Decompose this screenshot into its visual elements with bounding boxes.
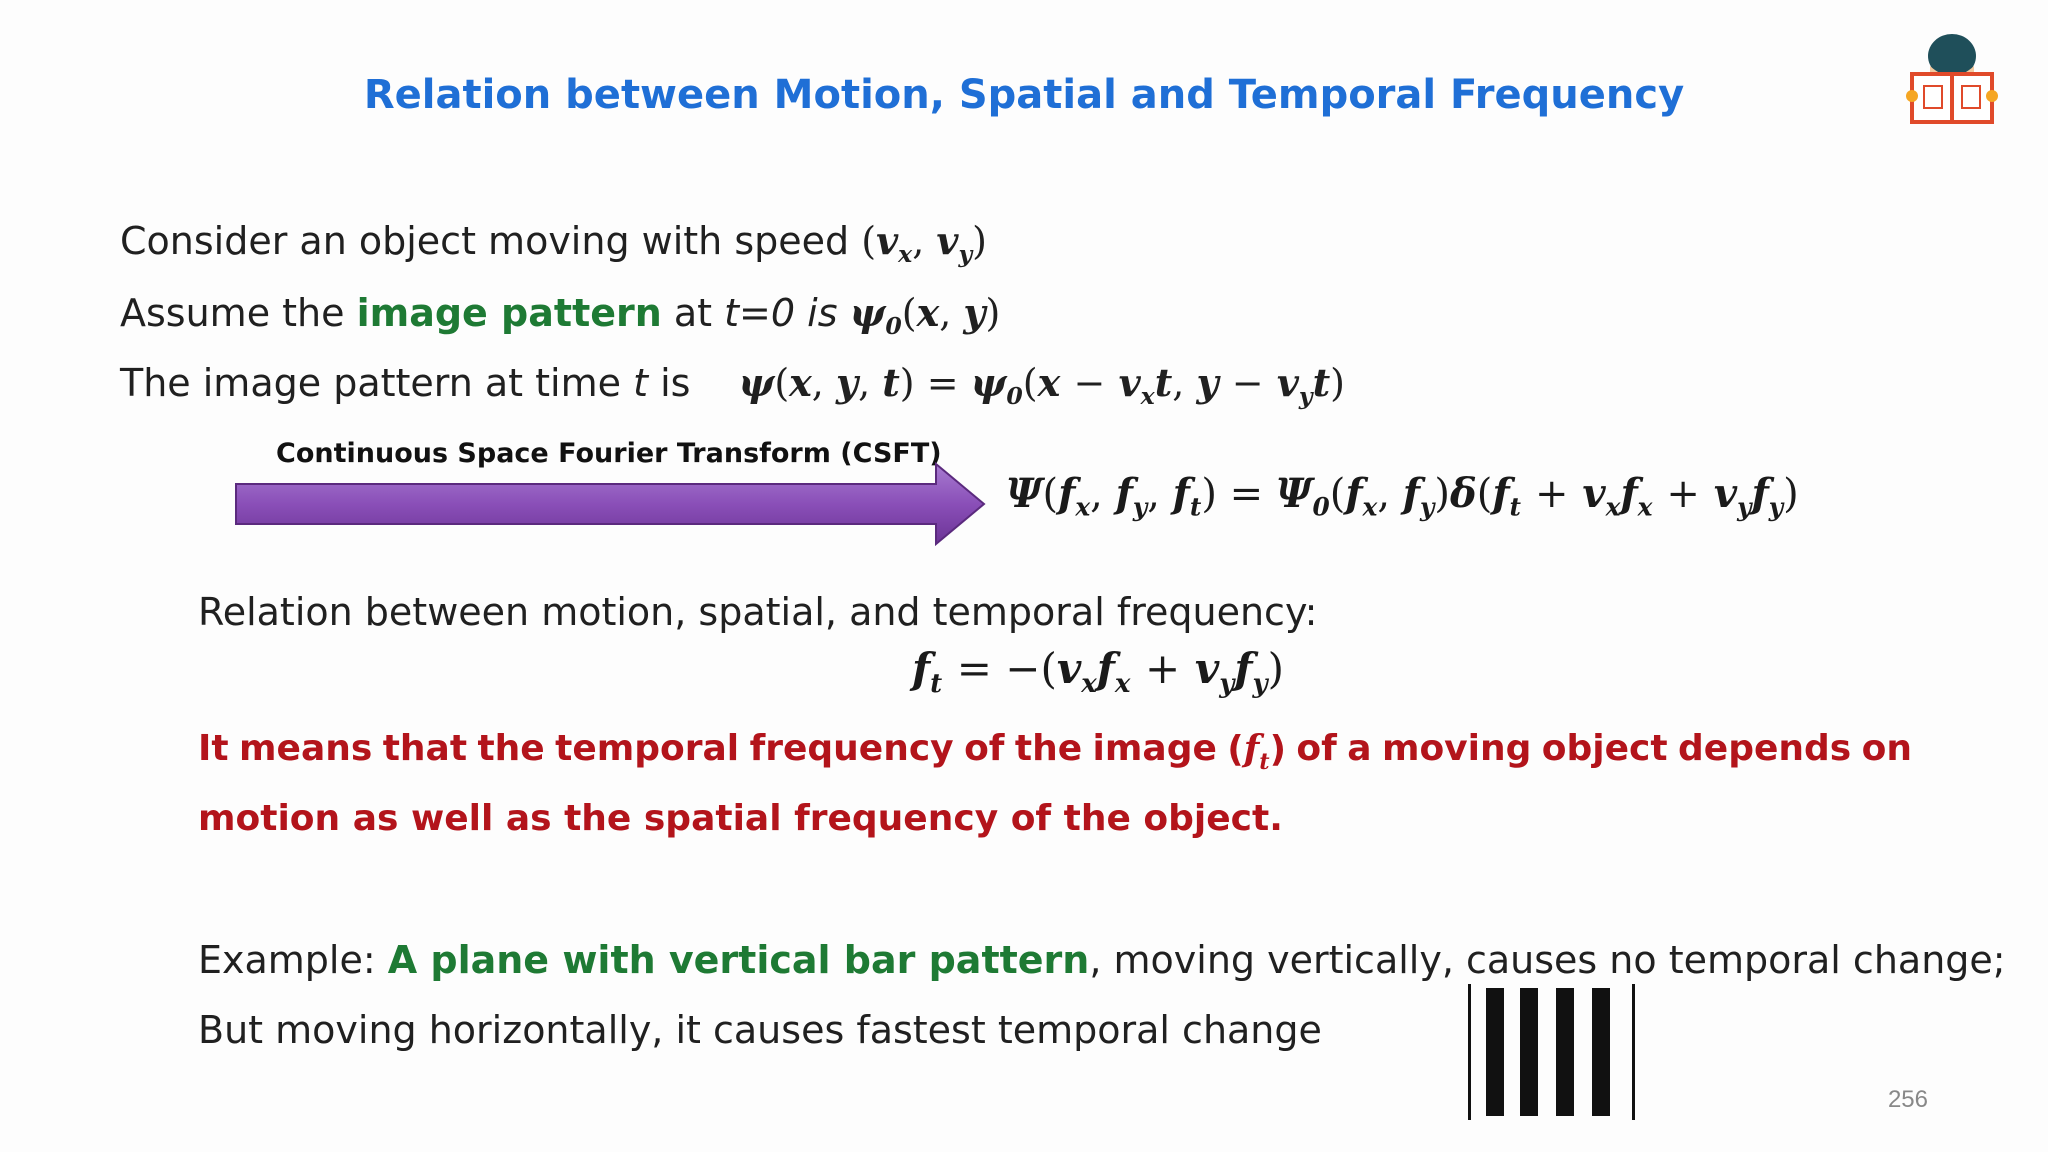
emphasis-word: depends — [1678, 728, 1852, 769]
psi-time-equation: ψ(x, y, $t) = \psi_0(x - v_xt$, $y - v_yt$) — [738, 360, 1345, 411]
emphasis-line-2: motion as well as the spatial frequency of the object. — [198, 798, 1283, 839]
pattern-time-t: t — [633, 361, 648, 405]
example-post: , moving vertically, causes no temporal change; — [1089, 938, 2006, 982]
emphasis-line-1 — [198, 728, 1912, 775]
psi0-math: $\psi_0(x$, y) — [849, 290, 1001, 341]
pattern-time-line — [120, 360, 1345, 410]
example-green: A plane with vertical bar pattern — [387, 938, 1090, 982]
speed-line — [120, 218, 987, 268]
csft-arrow — [234, 462, 986, 546]
emphasis-word: the — [1014, 728, 1083, 769]
emphasis-word: moving — [1381, 728, 1532, 769]
pattern-time-text: The image pattern at time — [120, 361, 634, 405]
emphasis-word: on — [1861, 728, 1912, 769]
csft-equation: $\Psi(f_x$, $f_y$, $f_t) = \Psi_0(f_x$, $f_y)\delta(f_t + v_xf_x + v_yf_y)$ — [1006, 470, 1799, 522]
emphasis-word: the — [477, 728, 545, 769]
emphasis-word: means — [239, 728, 373, 769]
emphasis-word: of — [1296, 728, 1337, 769]
pattern-line-pre: Assume the — [120, 291, 357, 335]
reader-with-book-icon — [1902, 26, 2002, 126]
emphasis-word: frequency — [749, 728, 954, 769]
emphasis-word: object — [1541, 728, 1668, 769]
emphasis-word: $(f_t)$ — [1227, 728, 1287, 775]
emphasis-word: temporal — [555, 728, 740, 769]
slide-title: Relation between Motion, Spatial and Temporal Frequency — [363, 72, 1685, 118]
speed-math: ($v_x$, $v_y$) — [861, 218, 987, 269]
vertical-bar-pattern — [1468, 984, 1636, 1120]
pattern-time-is: is — [648, 361, 691, 405]
csft-label: Continuous Space Fourier Transform (CSFT) — [276, 438, 942, 469]
relation-equation: $f_t = -(v_xf_x + v_yf_y)$ — [912, 644, 1285, 700]
emphasis-word: a — [1347, 728, 1372, 769]
example-line — [198, 938, 2006, 982]
emphasis-word: of — [964, 728, 1005, 769]
example-pre: Example: — [198, 938, 388, 982]
relation-heading: Relation between motion, spatial, and temporal frequency: — [198, 590, 1318, 634]
image-pattern-term: image pattern — [356, 291, 662, 335]
speed-line-text: Consider an object moving with speed — [120, 219, 862, 263]
pattern-line-italic: t=0 is — [724, 291, 850, 335]
emphasis-word: It — [198, 728, 229, 769]
emphasis-word: image — [1092, 728, 1217, 769]
page-number: 256 — [1887, 1086, 1928, 1113]
pattern-line-post: at — [661, 291, 725, 335]
last-line: But moving horizontally, it causes fastest temporal change — [198, 1008, 1322, 1052]
emphasis-word: that — [382, 728, 468, 769]
pattern-line — [120, 290, 1000, 340]
